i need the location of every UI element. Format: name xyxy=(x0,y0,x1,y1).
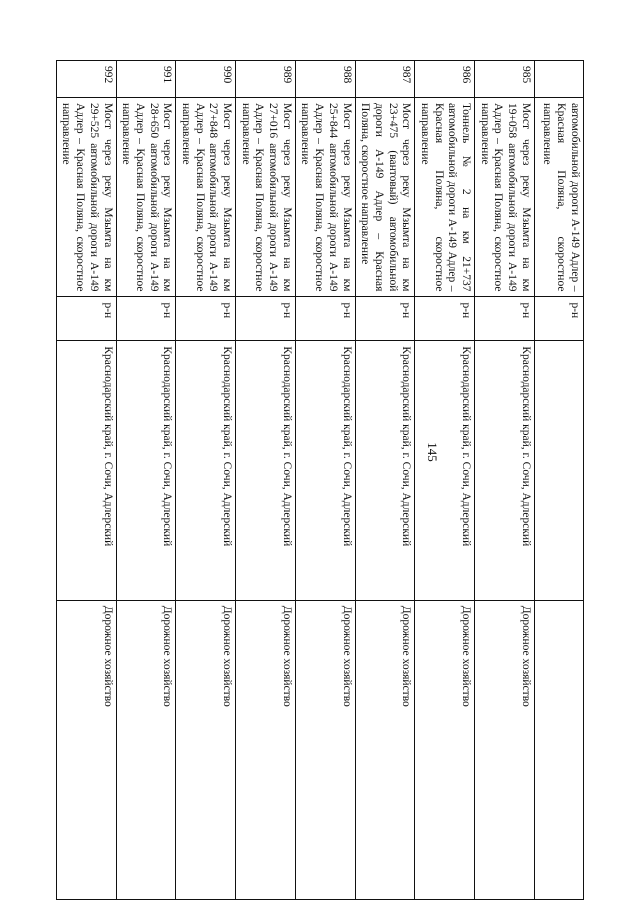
cell-address: Краснодарский край, г. Сочи, Адлерский xyxy=(296,340,355,599)
cell-type: р-н xyxy=(296,296,355,340)
cell-object: Тоннель № 2 на км 21+737 автомобильной дороги А-149 Адлер – Красная Поляна, скоростное направление xyxy=(416,97,475,297)
table-row xyxy=(356,61,416,899)
cell-owner: Дорожное хозяйство xyxy=(475,600,534,899)
cell-object: Мост через реку Мзымта на км 19+058 автомобильной дороги А-149 Адлер – Красная Поляна, скоростное направление xyxy=(475,97,534,297)
table-row xyxy=(296,61,356,899)
cell-address xyxy=(535,340,583,599)
cell-object: Мост через реку Мзымта на км 29+525 автомобильной дороги А-149 Адлер – Красная Поляна, скоростное направление xyxy=(57,97,116,297)
table-row xyxy=(416,61,476,899)
cell-owner: Дорожное хозяйство xyxy=(177,600,236,899)
cell-address: Краснодарский край, г. Сочи, Адлерский xyxy=(475,340,534,599)
cell-type: р-н xyxy=(177,296,236,340)
cell-number: 987 xyxy=(400,66,413,84)
cell-address: Краснодарский край, г. Сочи, Адлерский xyxy=(57,340,116,599)
cell-number: 988 xyxy=(340,66,353,84)
cell-object: автомобильной дороги А-149 Адлер – Красная Поляна, скоростное направление xyxy=(535,97,583,297)
cell-number: 985 xyxy=(520,66,532,84)
cell-number: 986 xyxy=(460,66,473,84)
cell-type: р-н xyxy=(236,296,295,340)
table-row-continued xyxy=(535,61,583,899)
cell-number: 992 xyxy=(101,66,114,84)
cell-number: 991 xyxy=(161,66,174,84)
cell-address: Краснодарский край, г. Сочи, Адлерский xyxy=(177,340,236,599)
table-row xyxy=(117,61,177,899)
cell-object: Мост через реку Мзымта на км 23+475 (вантовый) автомобильной дороги А-149 Адлер – Красная Поляна, скоростное направление xyxy=(356,97,415,297)
table-row xyxy=(236,61,296,899)
table-row xyxy=(475,61,535,899)
cell-type: р-н xyxy=(356,296,415,340)
cell-owner: Дорожное хозяйство xyxy=(57,600,116,899)
cell-address: Краснодарский край, г. Сочи, Адлерский xyxy=(356,340,415,599)
cell-type: р-н xyxy=(475,296,534,340)
cell-object: Мост через реку Мзымта на км 25+844 автомобильной дороги А-149 Адлер – Красная Поляна, скоростное направление xyxy=(296,97,355,297)
cell-address: Краснодарский край, г. Сочи, Адлерский xyxy=(117,340,176,599)
table-row xyxy=(57,61,117,899)
cell-owner: Дорожное хозяйство xyxy=(117,600,176,899)
cell-type: р-н xyxy=(416,296,475,340)
cell-number: 989 xyxy=(281,66,293,84)
table-row xyxy=(177,61,237,899)
cell-owner: Дорожное хозяйство xyxy=(416,600,475,899)
cell-owner: Дорожное хозяйство xyxy=(356,600,415,899)
cell-object: Мост через реку Мзымта на км 27+016 автомобильной дороги А-149 Адлер – Красная Поляна, скоростное направление xyxy=(236,97,295,297)
cell-address: Краснодарский край, г. Сочи, Адлерский xyxy=(236,340,295,599)
cell-type: р-н xyxy=(57,296,116,340)
cell-owner: Дорожное хозяйство xyxy=(236,600,295,899)
cell-address: Краснодарский край, г. Сочи, Адлерский xyxy=(416,340,475,599)
cell-number xyxy=(535,61,583,97)
cell-owner xyxy=(535,600,583,899)
registry-table xyxy=(56,60,584,900)
cell-number: 990 xyxy=(221,66,234,84)
cell-object: Мост через реку Мзымта на км 28+650 автомобильной дороги А-149 Адлер – Красная Поляна, скоростное направление xyxy=(117,97,176,297)
cell-owner: Дорожное хозяйство xyxy=(296,600,355,899)
page-number: 145 xyxy=(425,442,440,462)
cell-object: Мост через реку Мзымта на км 27+848 автомобильной дороги А-149 Адлер – Красная Поляна, скоростное направление xyxy=(177,97,236,297)
cell-type: р-н xyxy=(117,296,176,340)
cell-type: р-н xyxy=(535,296,583,340)
